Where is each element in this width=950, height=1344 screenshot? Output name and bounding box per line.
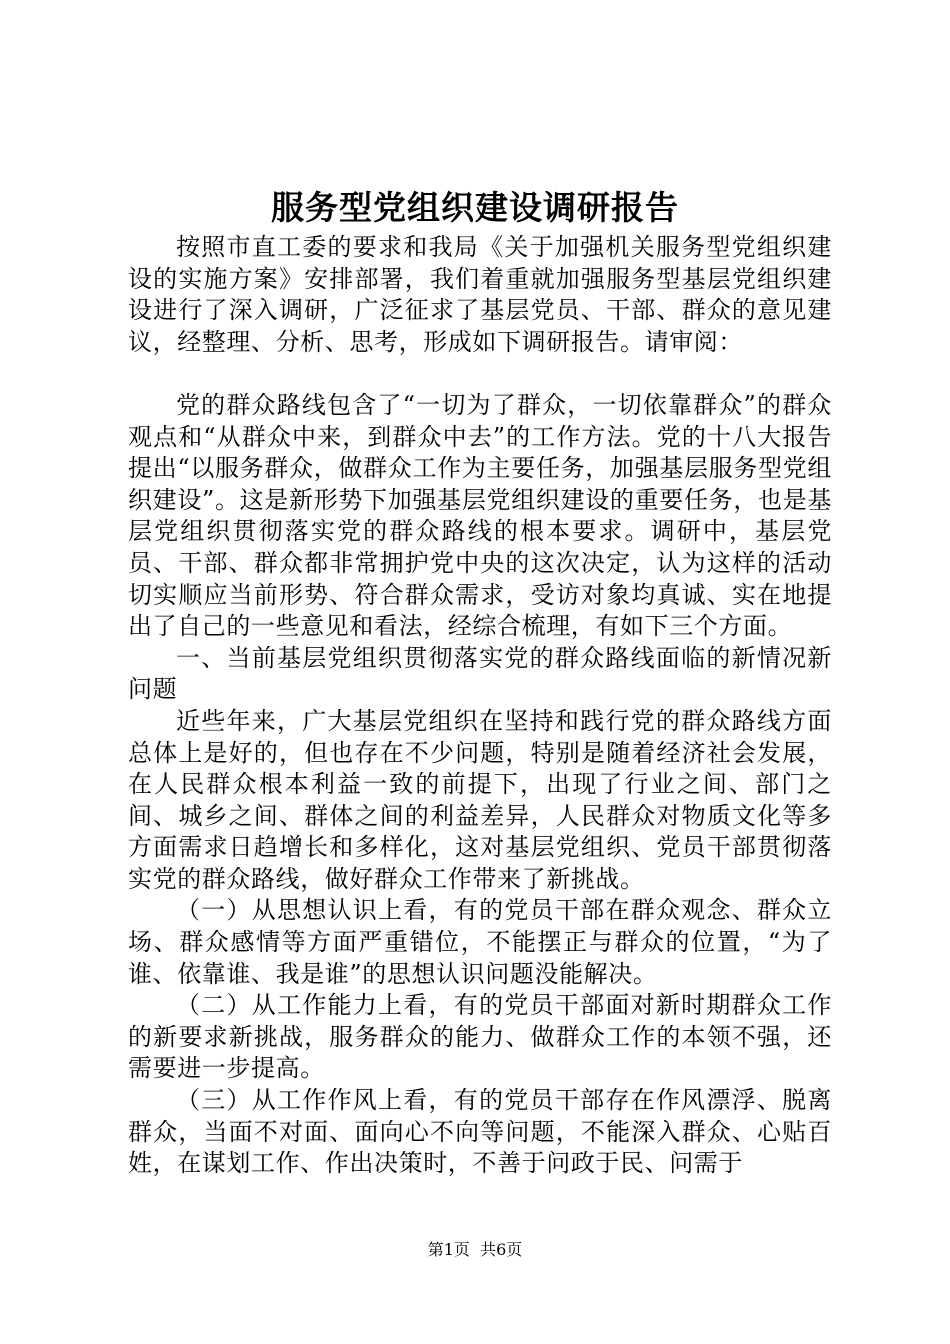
footer-separator <box>470 1240 480 1259</box>
paragraph-overview: 近些年来，广大基层党组织在坚持和践行党的群众路线方面总体上是好的，但也存在不少问题，特别是随着经济社会发展，在人民群众根本利益一致的前提下，出现了行业之间、部门之间、城乡之间、群体之间的利益差异，人民群众对物质文化等多方面需求日趋增长和多样化，这对基层党组织、党员干部贯彻落实党的群众路线，做好群众工作带来了新挑战。 <box>128 706 832 893</box>
paragraph-background: 党的群众路线包含了“一切为了群众，一切依靠群众”的群众观点和“从群众中来，到群众中去”的工作方法。党的十八大报告提出“以服务群众，做群众工作为主要任务，加强基层服务型党组织建设”。这是新形势下加强基层党组织建设的重要任务，也是基层党组织贯彻落实党的群众路线的根本要求。调研中，基层党员、干部、群众都非常拥护党中央的这次决定，认为这样的活动切实顺应当前形势、符合群众需求，受访对象均真诚、实在地提出了自己的一些意见和看法，经综合梳理，有如下三个方面。 <box>128 390 832 641</box>
paragraph-intro: 按照市直工委的要求和我局《关于加强机关服务型党组织建设的实施方案》安排部署，我们着重就加强服务型基层党组织建设进行了深入调研，广泛征求了基层党员、干部、群众的意见建议，经整理、分析、思考，形成如下调研报告。请审阅： <box>128 233 832 356</box>
paragraph-gap <box>128 358 832 390</box>
paragraph-point-2: （二）从工作能力上看，有的党员干部面对新时期群众工作的新要求新挑战，服务群众的能力、做群众工作的本领不强，还需要进一步提高。 <box>128 991 832 1083</box>
document-body <box>128 232 832 1180</box>
document-title: 服务型党组织建设调研报告 <box>271 188 679 227</box>
page-number: 第1页 <box>427 1240 470 1259</box>
page-footer <box>0 1240 950 1260</box>
page-total: 共6页 <box>480 1240 523 1259</box>
section-heading-1: 一、当前基层党组织贯彻落实党的群众路线面临的新情况新问题 <box>128 643 832 704</box>
paragraph-point-1: （一）从思想认识上看，有的党员干部在群众观念、群众立场、群众感情等方面严重错位，不能摆正与群众的位置，“为了谁、依靠谁、我是谁”的思想认识问题没能解决。 <box>128 896 832 988</box>
paragraph-point-3: （三）从工作作风上看，有的党员干部存在作风漂浮、脱离群众，当面不对面、面向心不向等问题，不能深入群众、心贴百姓，在谋划工作、作出决策时，不善于问政于民、问需于 <box>128 1086 832 1178</box>
